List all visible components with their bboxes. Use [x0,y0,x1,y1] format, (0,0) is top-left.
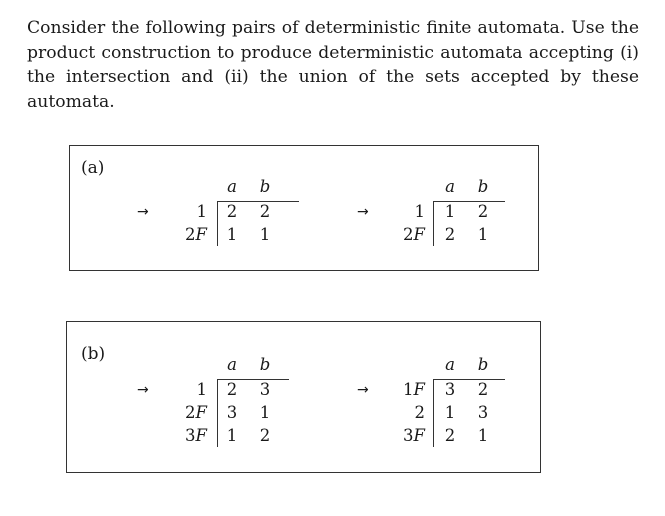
transition-cell: 2 [477,380,489,399]
transition-cell: 3 [477,403,489,422]
transition-cell: 2 [477,202,489,221]
part-b-label: (b) [81,344,106,364]
transition-cell: 1 [477,426,489,445]
symbol-header: a [227,177,237,196]
part-b-box [66,321,541,473]
symbol-header: a [227,355,237,374]
transition-cell: 2 [444,426,456,445]
state-label: 3F [185,426,207,445]
state-label: 2 [414,403,425,422]
symbol-header: b [477,177,489,196]
start-arrow: → [137,204,149,220]
transition-cell: 2 [259,426,271,445]
transition-cell: 1 [259,403,271,422]
part-a-label: (a) [81,158,105,178]
transition-cell: 3 [444,380,456,399]
transition-cell: 2 [226,202,238,221]
state-label: 2F [185,403,207,422]
symbol-header: a [445,177,455,196]
transition-cell: 2 [259,202,271,221]
start-arrow: → [357,204,369,220]
transition-cell: 1 [477,225,489,244]
state-column-rule [433,201,434,246]
state-label: 2F [185,225,207,244]
symbol-header: b [259,355,271,374]
transition-cell: 1 [444,403,456,422]
transition-cell: 1 [226,225,238,244]
problem-statement: Consider the following pairs of deterministic finite automata. Use the product construction to produce deterministic automata accepting (i) the intersection and (ii) the union of the sets accepted by these automata. [27,18,639,112]
state-column-rule [433,379,434,447]
state-label: 2F [403,225,425,244]
state-label: 1F [403,380,425,399]
symbol-header: b [477,355,489,374]
transition-cell: 3 [226,403,238,422]
state-label: 3F [403,426,425,445]
symbol-header: b [259,177,271,196]
symbol-header: a [445,355,455,374]
transition-cell: 1 [259,225,271,244]
transition-cell: 2 [444,225,456,244]
transition-cell: 1 [226,426,238,445]
start-arrow: → [137,382,149,398]
part-a-box [69,145,539,271]
state-label: 1 [196,380,207,399]
transition-cell: 1 [444,202,456,221]
transition-cell: 2 [226,380,238,399]
state-label: 1 [414,202,425,221]
start-arrow: → [357,382,369,398]
state-label: 1 [196,202,207,221]
transition-cell: 3 [259,380,271,399]
